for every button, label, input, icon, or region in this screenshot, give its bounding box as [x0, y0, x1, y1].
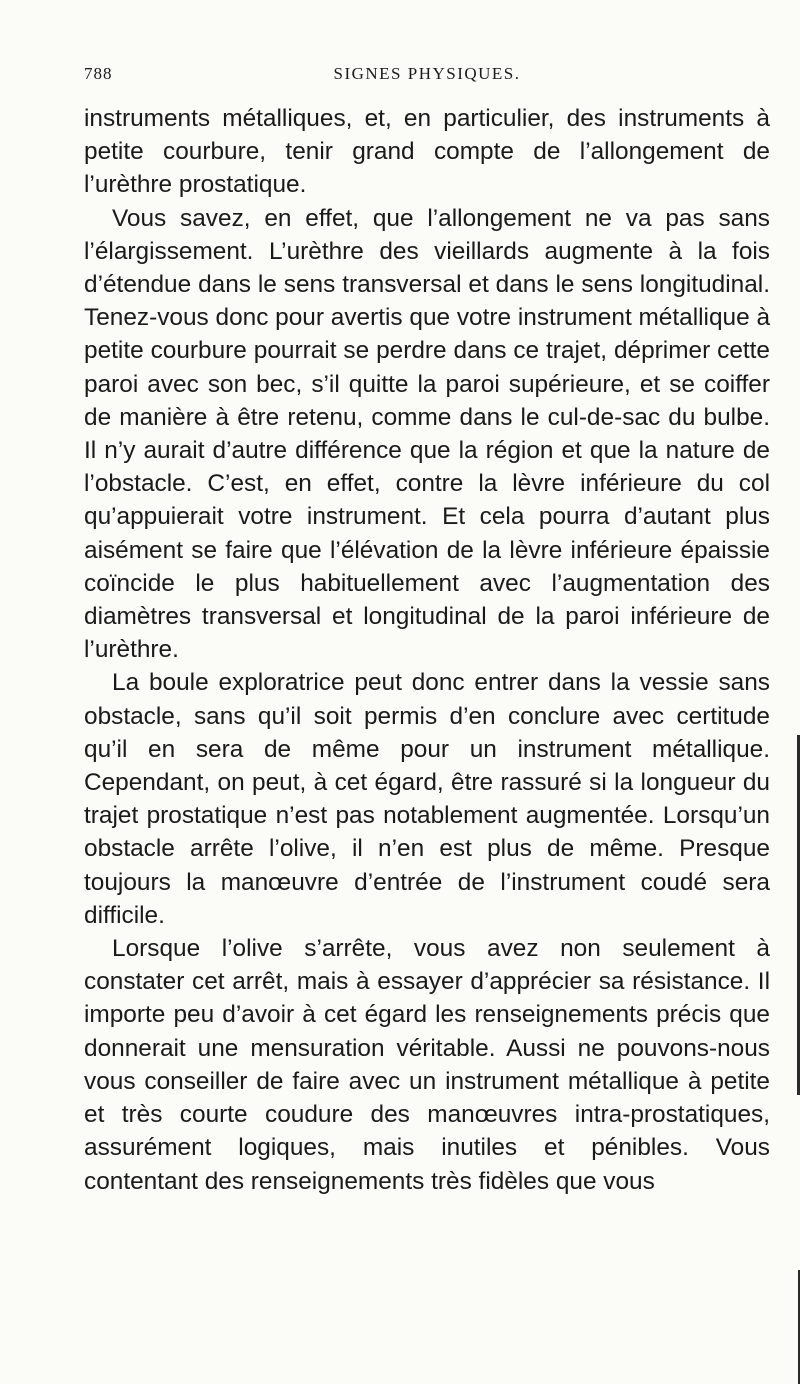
paragraph-2: Vous savez, en effet, que l’allongement ne va pas sans l’élargissement. L’urèthre des vieillards augmente à la fois d’étendue dans le sens transversal et dans le sens longitudinal. Tenez-vous donc pour avertis que votre instrument métallique à petite courbure pourrait se perdre dans ce trajet, déprimer cette paroi avec son bec, s’il quitte la paroi supérieure, et se coiffer de manière à être retenu, comme dans le cul-de-sac du bulbe. Il n’y aurait d’autre différence que la région et que la nature de l’obstacle. C’est, en effet, contre la lèvre inférieure du col qu’appuierait votre instrument. Et cela pourra d’autant plus aisément se faire que l’élévation de la lèvre inférieure épaissie coïncide le plus habituellement avec l’augmentation des diamètres transversal et longitudinal de la paroi inférieure de l’urèthre. [84, 204, 771, 664]
running-head [84, 60, 770, 92]
page-number: 788 [84, 64, 113, 83]
body-text [84, 102, 770, 1198]
book-page [84, 60, 770, 1198]
paragraph-3: La boule exploratrice peut donc entrer dans la vessie sans obstacle, sans qu’il soit permis d’en conclure avec certitude qu’il en sera de même pour un instrument métallique. Cependant, on peut, à cet égard, être rassuré si la longueur du trajet prostatique n’est pas notablement augmentée. Lorsqu’un obstacle arrête l’olive, il n’en est plus de même. Presque toujours la manœuvre d’entrée de l’instrument coudé sera difficile. [84, 669, 770, 929]
running-title: SIGNES PHYSIQUES. [333, 64, 521, 83]
paragraph-1: instruments métalliques, et, en particulier, des instruments à petite courbure, tenir grand compte de l’allongement de l’urèthre prostatique. [84, 105, 770, 199]
paragraph-4: Lorsque l’olive s’arrête, vous avez non seulement à constater cet arrêt, mais à essayer d’apprécier sa résistance. Il importe peu d’avoir à cet égard les renseignements précis que donnerait une mensuration véritable. Aussi ne pouvons-nous vous conseiller de faire avec un instrument métallique à petite et très courte coudure des manœuvres intra-prostatiques, assurément logiques, mais inutiles et pénibles. Vous contentant des renseignements très fidèles que vous [84, 935, 770, 1195]
